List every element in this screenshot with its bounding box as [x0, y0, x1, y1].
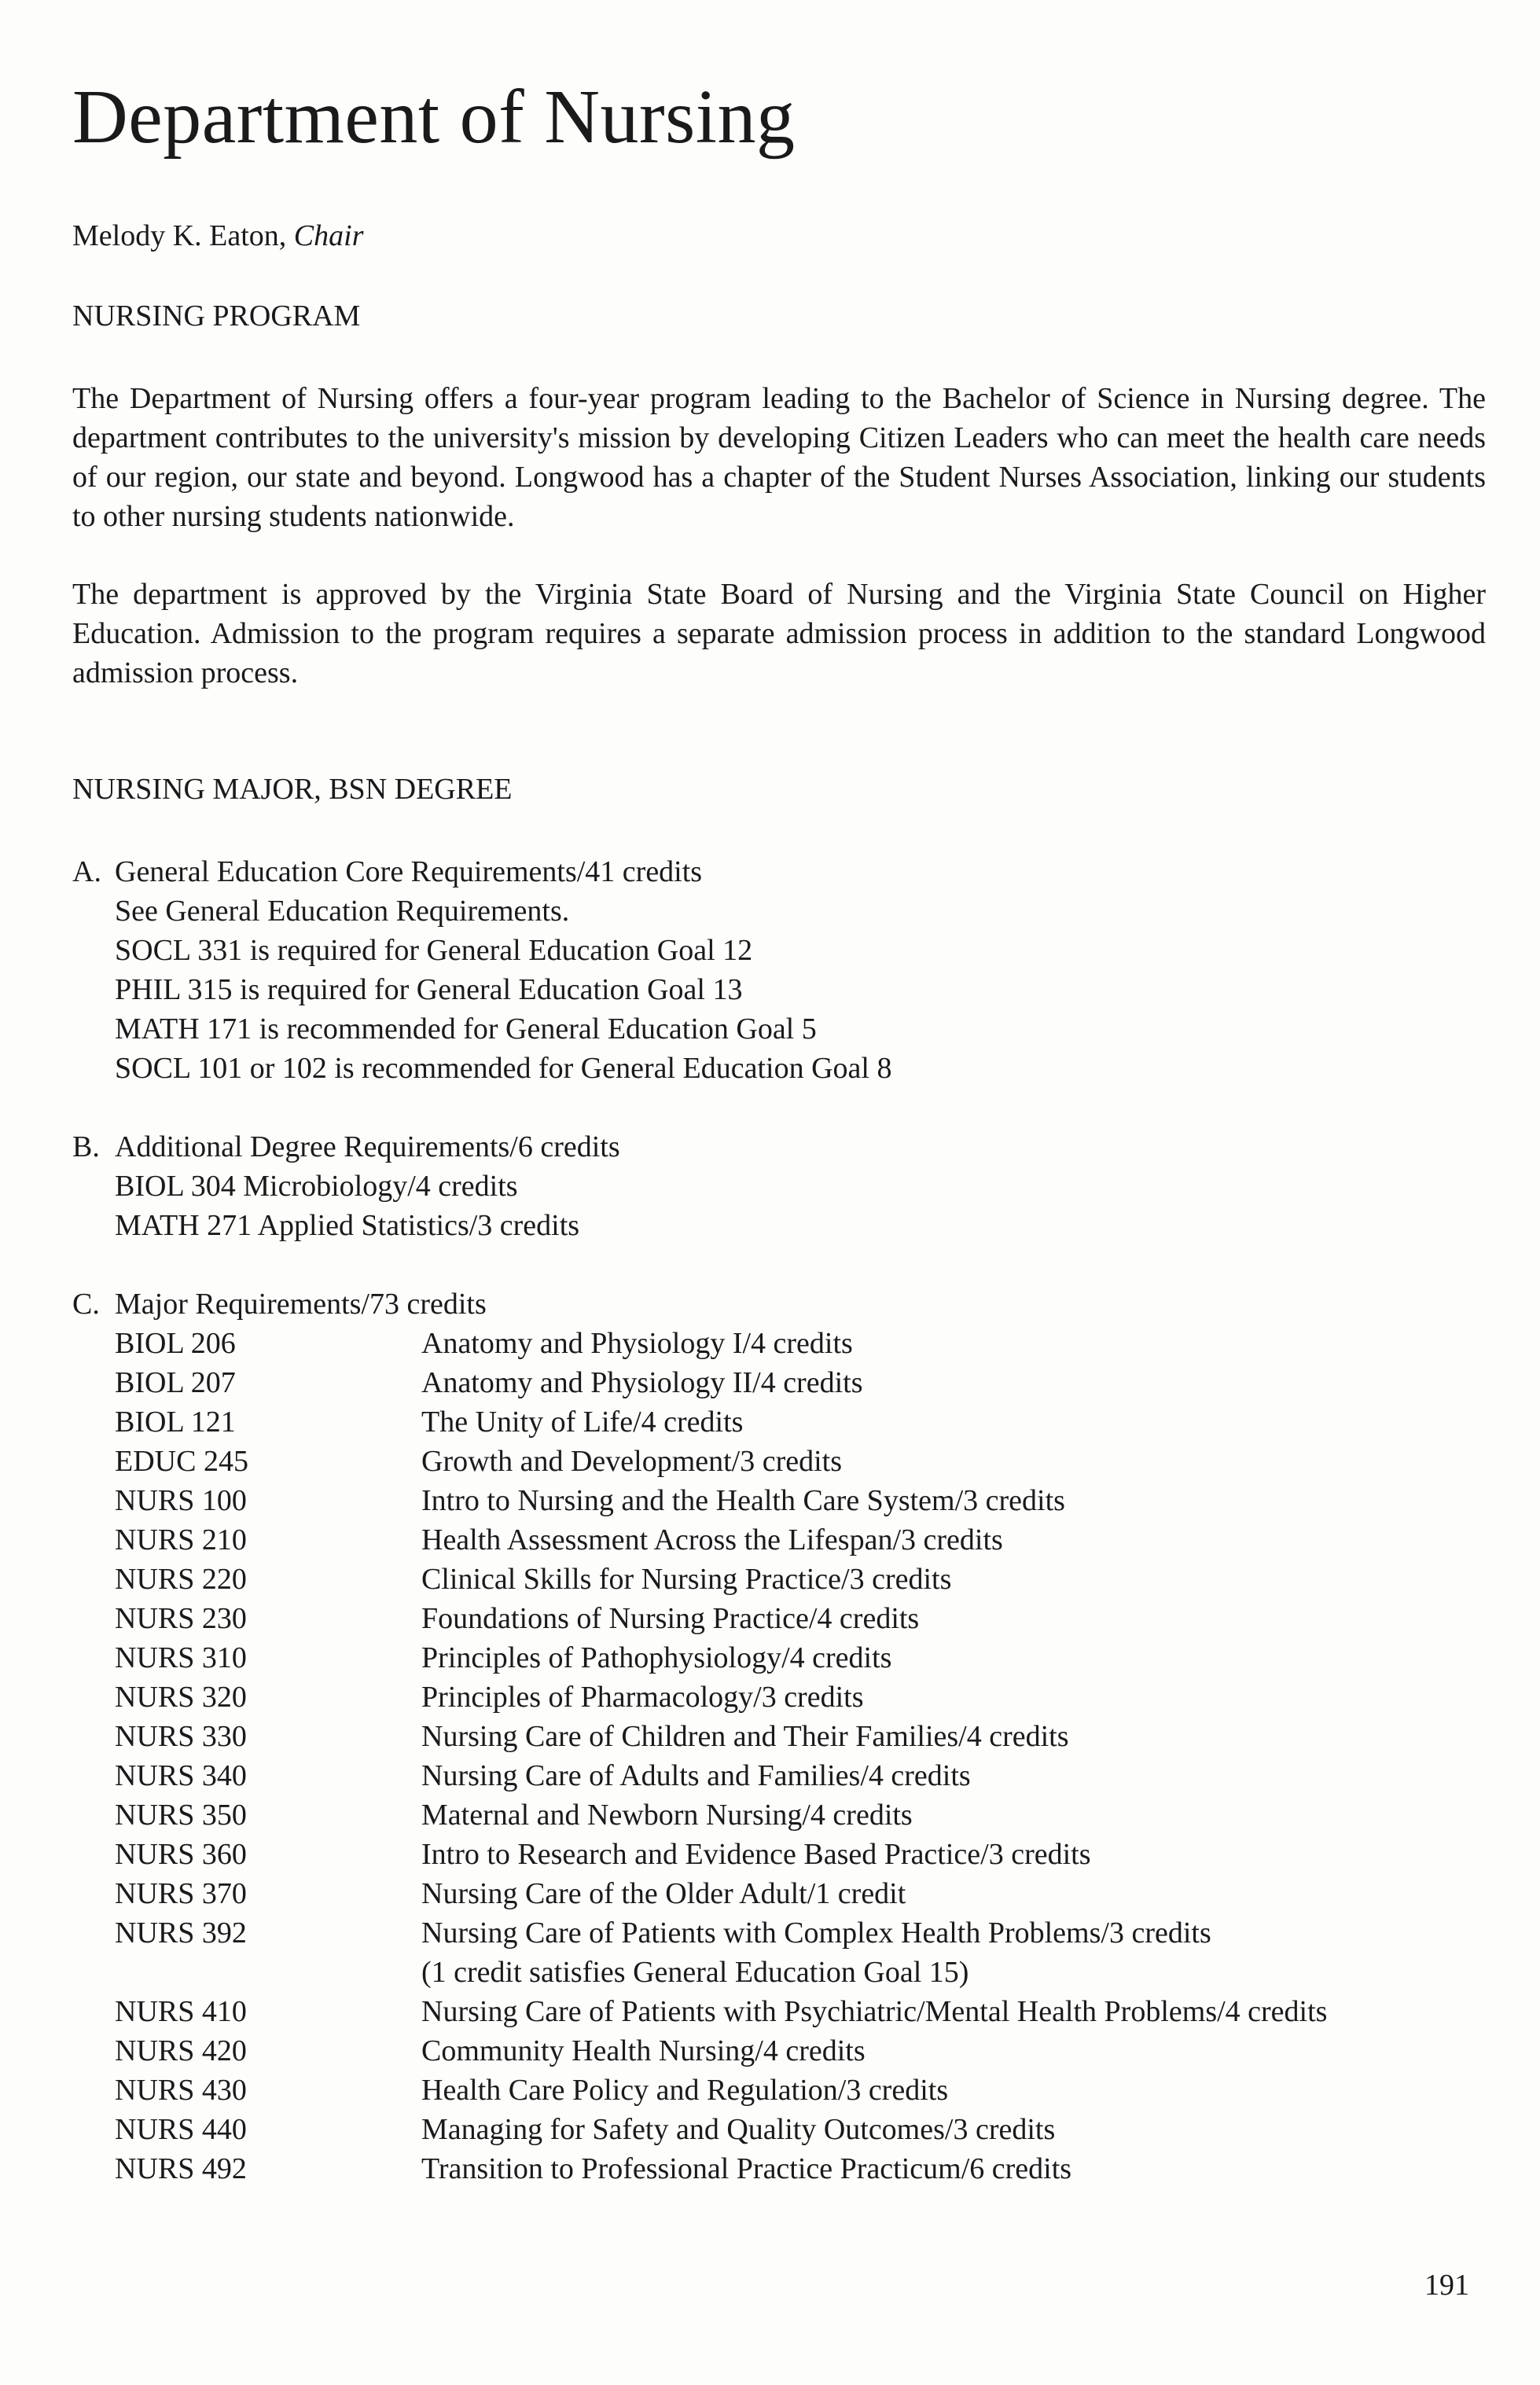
course-row [72, 1520, 1487, 1560]
section-b-line: MATH 271 Applied Statistics/3 credits [115, 1209, 580, 1242]
course-code: NURS 330 [115, 1720, 247, 1753]
course-code: NURS 370 [115, 1877, 247, 1910]
course-name: Nursing Care of Children and Their Families/4 credits [421, 1720, 1069, 1753]
section-b-title [72, 1127, 1487, 1167]
course-code: NURS 430 [115, 2074, 247, 2107]
course-code: EDUC 245 [115, 1445, 248, 1478]
chair-line [72, 219, 364, 255]
chair-name: Melody K. Eaton, [72, 219, 287, 252]
course-code: BIOL 206 [115, 1327, 236, 1360]
section-a [72, 852, 1487, 1088]
course-row [72, 2071, 1487, 2110]
course-row [72, 1913, 1487, 1953]
course-name: Nursing Care of Adults and Families/4 credits [421, 1759, 971, 1792]
course-row [72, 2031, 1487, 2071]
section-b [72, 1127, 1487, 1245]
course-code: BIOL 121 [115, 1406, 236, 1439]
program-paragraph-2: The department is approved by the Virginia State Board of Nursing and the Virginia State Council on Higher Education. Admission to the program requires a separate admission process in addition to the standard Longwood admission process. [72, 578, 1486, 689]
course-row [72, 1756, 1487, 1795]
course-row [72, 1795, 1487, 1835]
page-title: Department of Nursing [72, 75, 796, 160]
course-row [72, 1560, 1487, 1599]
course-name: Nursing Care of Patients with Complex Health Problems/3 credits [421, 1916, 1211, 1950]
course-name: Principles of Pharmacology/3 credits [421, 1681, 864, 1714]
program-paragraph-1: The Department of Nursing offers a four-year program leading to the Bachelor of Science in Nursing degree. The department contributes to the university's mission by developing Citizen Leaders who can meet the health care needs of our region, our state and beyond. Longwood has a chapter of the Student Nurses Association, linking our students to other nursing students nationwide. [72, 382, 1486, 533]
course-note: (1 credit satisfies General Education Goal 15) [421, 1956, 969, 1989]
section-a-letter: A. [72, 855, 101, 888]
section-a-heading: General Education Core Requirements/41 credits [115, 855, 703, 888]
course-code: NURS 410 [115, 1995, 247, 2028]
section-a-line: SOCL 101 or 102 is recommended for General Education Goal 8 [115, 1052, 892, 1085]
course-code: NURS 360 [115, 1838, 247, 1871]
course-row [72, 1599, 1487, 1638]
course-row [72, 1717, 1487, 1756]
course-code: BIOL 207 [115, 1366, 236, 1399]
course-code: NURS 310 [115, 1641, 247, 1674]
course-code: NURS 420 [115, 2034, 247, 2067]
page-number: 191 [1424, 2269, 1469, 2302]
course-row [72, 1402, 1487, 1442]
course-name: Foundations of Nursing Practice/4 credits [421, 1602, 920, 1635]
section-a-line: PHIL 315 is required for General Education Goal 13 [115, 973, 743, 1006]
course-code: NURS 340 [115, 1759, 247, 1792]
section-c [72, 1284, 1487, 2188]
section-c-letter: C. [72, 1288, 100, 1321]
course-row [72, 2110, 1487, 2149]
course-row [72, 1638, 1487, 1678]
course-name: The Unity of Life/4 credits [421, 1406, 744, 1439]
course-name: Community Health Nursing/4 credits [421, 2034, 866, 2067]
section-b-line: BIOL 304 Microbiology/4 credits [115, 1170, 518, 1203]
course-code: NURS 230 [115, 1602, 247, 1635]
course-row [72, 1835, 1487, 1874]
course-name: Transition to Professional Practice Practicum/6 credits [421, 2152, 1072, 2185]
course-code: NURS 492 [115, 2152, 247, 2185]
course-name: Anatomy and Physiology II/4 credits [421, 1366, 863, 1399]
course-row [72, 2149, 1487, 2188]
course-name: Managing for Safety and Quality Outcomes/3 credits [421, 2113, 1056, 2146]
course-row [72, 1442, 1487, 1481]
program-heading: NURSING PROGRAM [72, 300, 361, 333]
course-name: Intro to Research and Evidence Based Practice/3 credits [421, 1838, 1091, 1871]
course-code: NURS 320 [115, 1681, 247, 1714]
section-c-heading: Major Requirements/73 credits [115, 1288, 487, 1321]
course-name: Health Care Policy and Regulation/3 credits [421, 2074, 949, 2107]
course-row [72, 1363, 1487, 1402]
course-code: NURS 210 [115, 1523, 247, 1556]
course-name: Health Assessment Across the Lifespan/3 credits [421, 1523, 1003, 1556]
course-name: Principles of Pathophysiology/4 credits [421, 1641, 892, 1674]
section-a-line: See General Education Requirements. [115, 895, 570, 928]
course-row [72, 1324, 1487, 1363]
section-a-line: MATH 171 is recommended for General Education Goal 5 [115, 1012, 817, 1046]
section-b-heading: Additional Degree Requirements/6 credits [115, 1130, 620, 1163]
course-code: NURS 392 [115, 1916, 247, 1950]
course-name: Anatomy and Physiology I/4 credits [421, 1327, 853, 1360]
course-name: Maternal and Newborn Nursing/4 credits [421, 1799, 913, 1832]
course-code: NURS 220 [115, 1563, 247, 1596]
section-a-line: SOCL 331 is required for General Education Goal 12 [115, 934, 753, 967]
course-code: NURS 100 [115, 1484, 247, 1517]
section-c-title [72, 1284, 1487, 1324]
course-row [72, 1678, 1487, 1717]
course-row [72, 1481, 1487, 1520]
course-row [72, 1874, 1487, 1913]
section-b-letter: B. [72, 1130, 100, 1163]
course-name: Intro to Nursing and the Health Care System/3 credits [421, 1484, 1065, 1517]
chair-role: Chair [293, 219, 364, 252]
course-name: Clinical Skills for Nursing Practice/3 credits [421, 1563, 952, 1596]
course-name: Nursing Care of Patients with Psychiatric/Mental Health Problems/4 credits [421, 1995, 1328, 2028]
course-name: Nursing Care of the Older Adult/1 credit [421, 1877, 906, 1910]
major-heading: NURSING MAJOR, BSN DEGREE [72, 773, 513, 806]
course-code: NURS 440 [115, 2113, 247, 2146]
section-a-title [72, 852, 1487, 891]
course-code: NURS 350 [115, 1799, 247, 1832]
course-name: Growth and Development/3 credits [421, 1445, 843, 1478]
course-row [72, 1992, 1487, 2031]
